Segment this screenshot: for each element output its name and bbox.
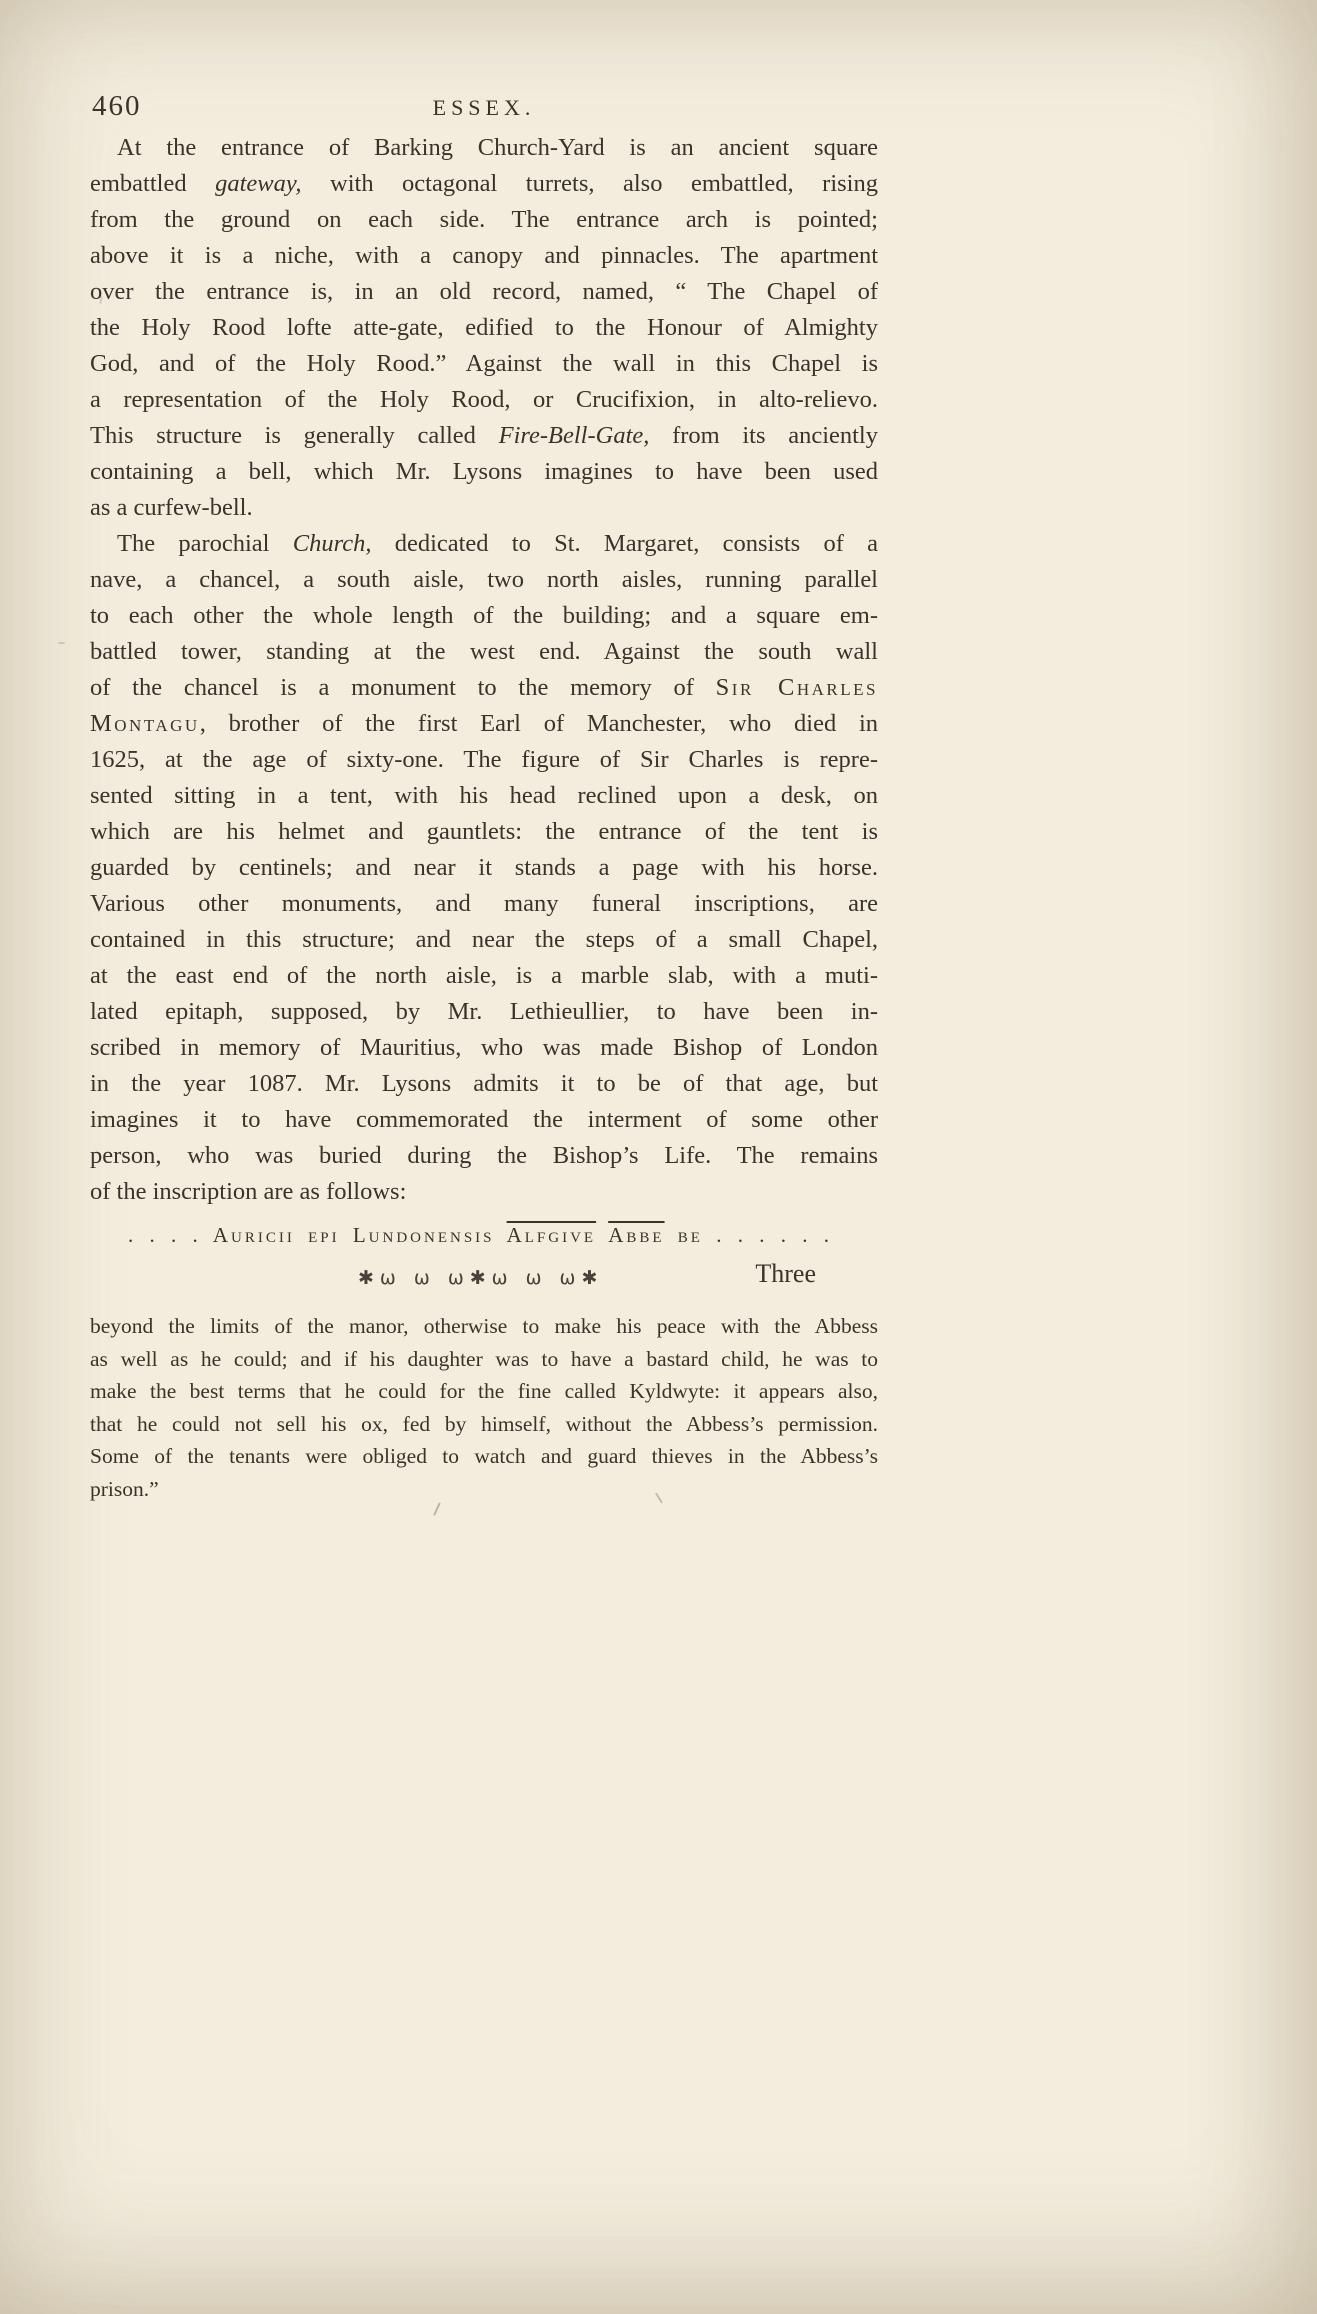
text-line	[90, 778, 878, 814]
text-segment: person, who was buried during the Bishop’s Life. The remains	[90, 1142, 878, 1169]
text-segment: embattled	[90, 170, 216, 197]
text-line	[90, 382, 878, 418]
text-line	[90, 1030, 878, 1066]
text-line	[90, 202, 878, 238]
text-segment: God, and of the Holy Rood.” Against the wall in this Chapel is	[90, 350, 878, 377]
paragraph	[90, 130, 878, 526]
text-line	[90, 1408, 878, 1441]
text-line	[90, 1375, 878, 1408]
text-line	[90, 346, 878, 382]
text-segment: scribed in memory of Mauritius, who was made Bishop of London	[90, 1034, 878, 1061]
text-line	[90, 130, 878, 166]
text-segment: Fire-Bell-Gate,	[498, 422, 650, 449]
text-segment: with octagonal turrets, also embattled, rising	[301, 170, 878, 197]
text-line	[90, 238, 878, 274]
text-segment: prison.”	[90, 1476, 159, 1501]
text-segment: which are his helmet and gauntlets: the entrance of the tent is	[90, 818, 878, 845]
scan-artifact	[58, 642, 65, 644]
text-segment: This structure is generally called	[90, 422, 499, 449]
text-line	[90, 1138, 878, 1174]
text-segment: guarded by centinels; and near it stands a page with his horse.	[90, 854, 878, 881]
text-segment: nave, a chancel, a south aisle, two north aisles, running parallel	[90, 566, 878, 593]
text-segment: from the ground on each side. The entrance arch is pointed;	[90, 206, 878, 233]
text-segment: contained in this structure; and near the steps of a small Chapel,	[90, 926, 878, 953]
text-segment: Alfgive	[506, 1223, 597, 1247]
text-line	[90, 526, 878, 562]
text-line	[90, 562, 878, 598]
text-line	[90, 1174, 878, 1210]
text-line	[90, 418, 878, 454]
text-segment: Abbe	[608, 1223, 665, 1247]
text-segment: to each other the whole length of the building; and a square em-	[90, 602, 878, 629]
text-segment: of the inscription are as follows:	[90, 1178, 407, 1205]
text-segment: lated epitaph, supposed, by Mr. Lethieullier, to have been in-	[90, 998, 878, 1025]
text-line	[90, 1440, 878, 1473]
text-segment: battled tower, standing at the west end. Against the south wall	[90, 638, 878, 665]
text-segment: . . . . Auricii epi Lundonensis	[128, 1223, 507, 1247]
text-segment: The parochial	[117, 530, 293, 557]
text-segment: Montagu	[90, 710, 200, 737]
text-segment: beyond the limits of the manor, otherwise to make his peace with the Abbess	[90, 1314, 878, 1338]
text-segment: Some of the tenants were obliged to watch and guard thieves in the Abbess’s	[90, 1444, 878, 1468]
text-segment: at the east end of the north aisle, is a marble slab, with a muti-	[90, 962, 878, 989]
text-line	[90, 742, 878, 778]
text-line	[90, 274, 878, 310]
text-segment: sented sitting in a tent, with his head reclined upon a desk, on	[90, 782, 878, 809]
page-content	[90, 130, 878, 1505]
text-segment: the Holy Rood lofte atte-gate, edified to the Honour of Almighty	[90, 314, 878, 341]
footnote	[90, 1310, 878, 1505]
text-segment: as well as he could; and if his daughter was to have a bastard child, he was to	[90, 1346, 878, 1371]
text-line	[90, 490, 878, 526]
text-line	[90, 886, 878, 922]
text-line	[90, 310, 878, 346]
text-segment	[596, 1223, 608, 1247]
inscription-symbols: ✱ω ω ω✱ω ω ω✱	[358, 1267, 604, 1289]
text-line	[90, 850, 878, 886]
text-segment: be . . . . . .	[664, 1223, 832, 1247]
text-line	[90, 922, 878, 958]
text-segment: At the entrance of Barking Church-Yard is an ancient square	[117, 134, 878, 161]
text-line	[90, 598, 878, 634]
text-line	[90, 1343, 878, 1376]
text-segment: of the chancel is a monument to the memory of	[90, 674, 716, 701]
text-segment: Sir Charles	[715, 674, 878, 701]
text-segment: over the entrance is, in an old record, named, “ The Chapel of	[90, 278, 878, 305]
text-line	[90, 1066, 878, 1102]
text-segment: , brother of the first Earl of Manchester, who died in	[199, 710, 878, 737]
text-segment: dedicated to St. Margaret, consists of a	[371, 530, 878, 557]
text-line	[90, 994, 878, 1030]
text-segment: Church,	[292, 530, 372, 557]
text-segment: containing a bell, which Mr. Lysons imagines to have been used	[90, 458, 878, 485]
page-header	[90, 90, 878, 126]
text-segment: from its anciently	[649, 422, 878, 449]
text-line	[90, 166, 878, 202]
paragraph	[90, 526, 878, 1210]
text-segment: gateway,	[215, 170, 302, 197]
page-number: 460	[92, 90, 142, 122]
text-line	[90, 1102, 878, 1138]
catchword: Three	[755, 1259, 816, 1288]
text-line	[90, 454, 878, 490]
text-segment: in the year 1087. Mr. Lysons admits it to be of that age, but	[90, 1070, 878, 1097]
running-title: ESSEX.	[432, 95, 536, 120]
symbols-row	[90, 1254, 878, 1294]
text-line	[90, 814, 878, 850]
text-line	[90, 958, 878, 994]
text-segment: make the best terms that he could for the fine called Kyldwyte: it appears also,	[90, 1379, 878, 1403]
text-line	[90, 634, 878, 670]
inscription-line	[90, 1218, 878, 1252]
text-line	[90, 1473, 878, 1506]
text-line	[90, 1310, 878, 1343]
text-line	[90, 706, 878, 742]
text-segment: 1625, at the age of sixty-one. The figure of Sir Charles is repre-	[90, 746, 878, 773]
text-segment: as a curfew-bell.	[90, 494, 253, 521]
text-segment: Various other monuments, and many funeral inscriptions, are	[90, 890, 878, 917]
text-line	[128, 1218, 878, 1252]
text-segment: that he could not sell his ox, fed by himself, without the Abbess’s permission.	[90, 1411, 878, 1436]
text-segment: a representation of the Holy Rood, or Crucifixion, in alto-relievo.	[90, 386, 878, 413]
text-segment: above it is a niche, with a canopy and pinnacles. The apartment	[90, 242, 878, 269]
text-segment: imagines it to have commemorated the interment of some other	[90, 1106, 878, 1133]
text-line	[90, 670, 878, 706]
